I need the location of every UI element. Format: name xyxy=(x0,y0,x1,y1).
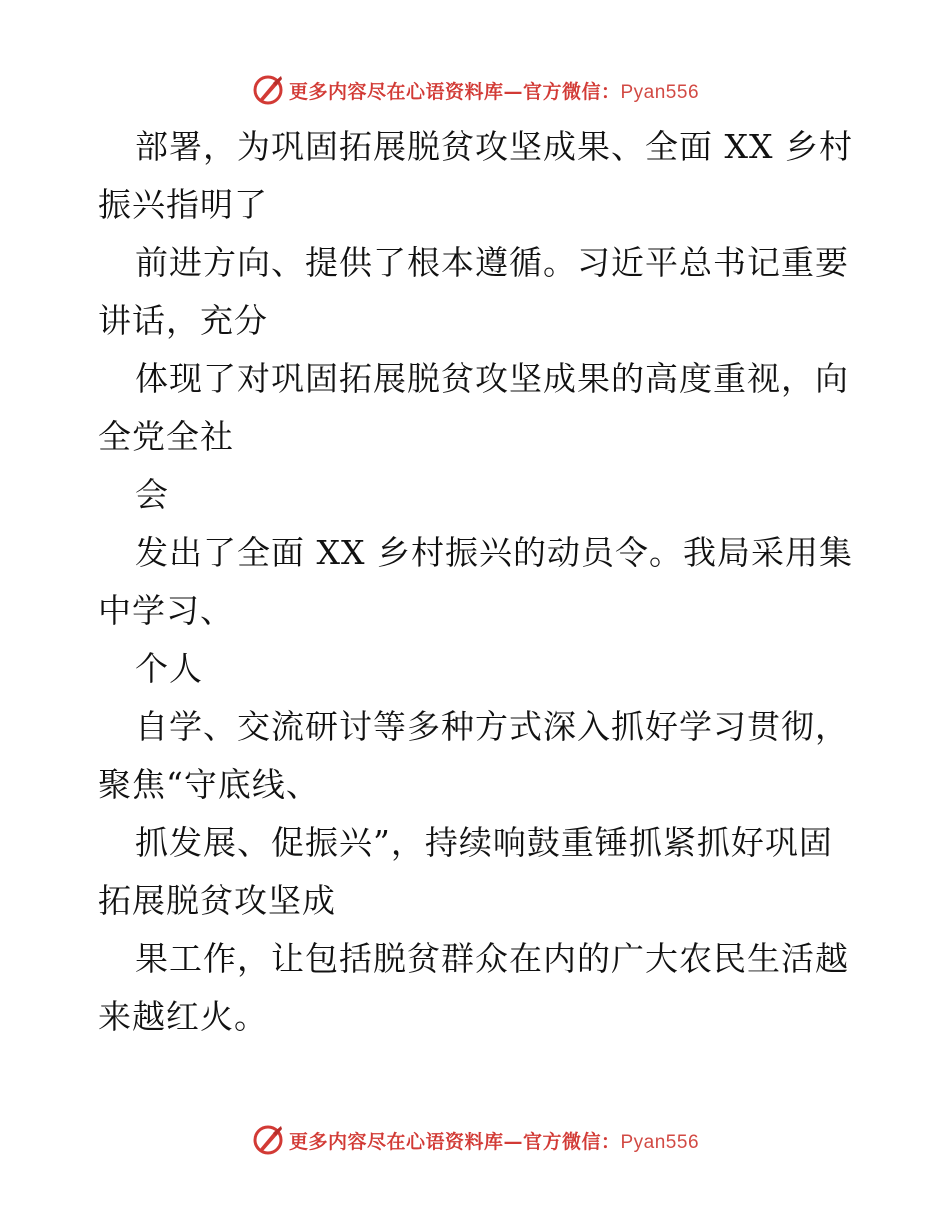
text-line: 全党全社 xyxy=(98,417,234,456)
text-line: 前进方向、提供了根本遵循。习近平总书记重要 xyxy=(135,243,849,282)
text-line: 部署，为巩固拓展脱贫攻坚成果、全面 XX 乡村 xyxy=(135,127,853,166)
header-banner xyxy=(0,70,950,110)
text-line: 拓展脱贫攻坚成 xyxy=(98,881,336,920)
text-line: 会 xyxy=(135,475,169,514)
text-line: 自学、交流研讨等多种方式深入抓好学习贯彻， xyxy=(135,707,849,746)
quill-pen-logo-icon xyxy=(251,73,285,107)
footer-banner xyxy=(0,1120,950,1160)
text-line: 聚焦“守底线、 xyxy=(98,765,320,804)
footer-wechat-id: Pyan556 xyxy=(620,1131,700,1153)
quill-pen-logo-icon xyxy=(251,1123,285,1157)
footer-banner-text: 更多内容尽在心语资料库—官方微信：Pyan556 xyxy=(288,1130,700,1153)
header-banner-text: 更多内容尽在心语资料库—官方微信：Pyan556 xyxy=(288,80,700,103)
text-line: 讲话，充分 xyxy=(98,301,268,340)
document-body xyxy=(98,118,858,1046)
text-line: 抓发展、促振兴”，持续响鼓重锤抓紧抓好巩固 xyxy=(135,823,833,862)
text-line: 来越红火。 xyxy=(98,997,268,1036)
text-line: 个人 xyxy=(135,649,203,688)
text-line: 振兴指明了 xyxy=(98,185,268,224)
text-line: 果工作，让包括脱贫群众在内的广大农民生活越 xyxy=(135,939,849,978)
header-wechat-id: Pyan556 xyxy=(620,81,700,103)
text-line: 中学习、 xyxy=(98,591,234,630)
text-line: 发出了全面 XX 乡村振兴的动员令。我局采用集 xyxy=(135,533,853,572)
text-line: 体现了对巩固拓展脱贫攻坚成果的高度重视，向 xyxy=(135,359,849,398)
